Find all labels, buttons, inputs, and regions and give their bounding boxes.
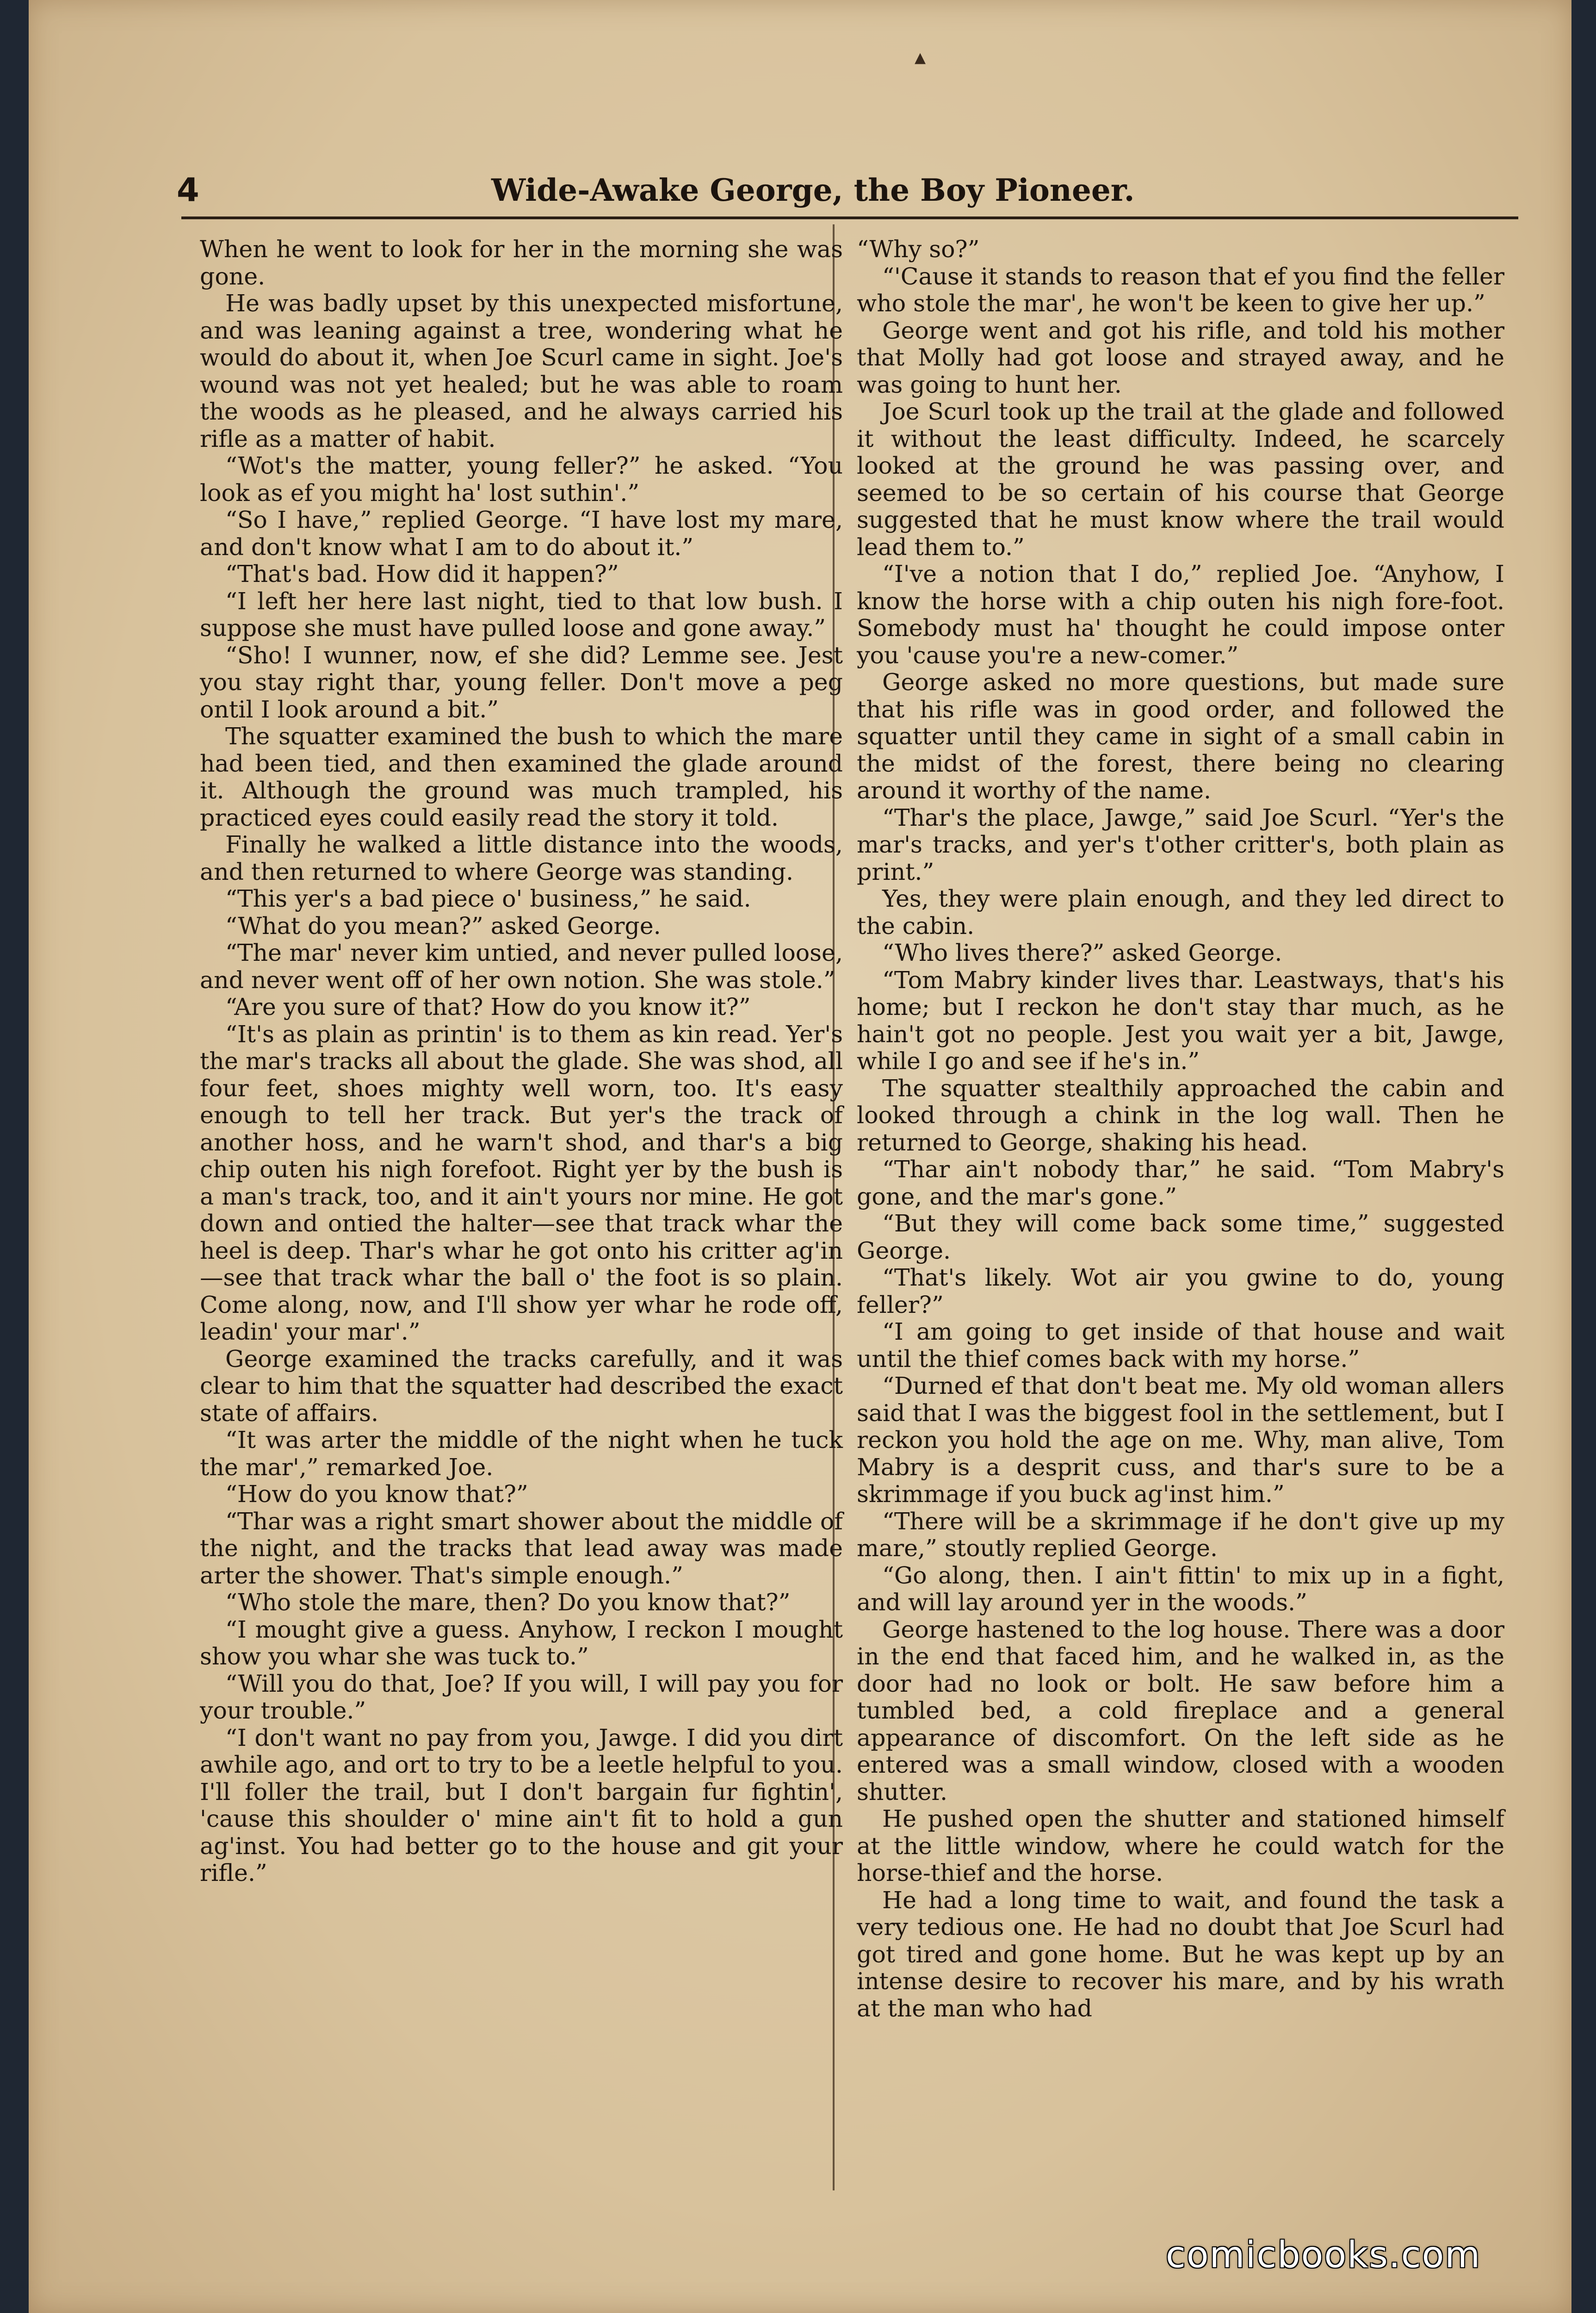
paragraph: “That's likely. Wot air you gwine to do, young feller?” [857, 1264, 1504, 1318]
paragraph: “Go along, then. I ain't fittin' to mix up in a fight, and will lay around yer in the woods.” [857, 1561, 1504, 1616]
paragraph: “I've a notion that I do,” replied Joe. “Anyhow, I know the horse with a chip outen his nigh fore-foot. Somebody must ha' thought he could impose onter you 'cause you're a new-comer.” [857, 560, 1504, 669]
paragraph: “'Cause it stands to reason that ef you find the feller who stole the mar', he won't be keen to give her up.” [857, 262, 1504, 317]
paragraph: “But they will come back some time,” suggested George. [857, 1210, 1504, 1264]
paragraph: George went and got his rifle, and told his mother that Molly had got loose and strayed away, and he was going to hunt her. [857, 316, 1504, 398]
paragraph: When he went to look for her in the morning she was gone. [200, 235, 843, 290]
paragraph: “Wot's the matter, young feller?” he asked. “You look as ef you might ha' lost suthin'.” [200, 452, 843, 507]
paragraph: “Sho! I wunner, now, ef she did? Lemme see. Jest you stay right thar, young feller. Don't move a peg ontil I look around a bit.” [200, 641, 843, 723]
paragraph: Finally he walked a little distance into the woods, and then returned to where George was standing. [200, 831, 843, 885]
paragraph: He had a long time to wait, and found the task a very tedious one. He had no doubt that Joe Scurl had got tired and gone home. But he was kept up by an intense desire to recover his mare, and by his wrath at the man who had [857, 1886, 1504, 2022]
paragraph: George hastened to the log house. There was a door in the end that faced him, and he walked in, as the door had no look or bolt. He saw before him a tumbled bed, a cold fireplace and a general appearance of discomfort. On the left side as he entered was a small window, closed with a wooden shutter. [857, 1615, 1504, 1806]
paragraph: “There will be a skrimmage if he don't give up my mare,” stoutly replied George. [857, 1507, 1504, 1562]
paragraph: “Durned ef that don't beat me. My old woman allers said that I was the biggest fool in the settlement, but I reckon you hold the age on me. Why, man alive, Tom Mabry is a desprit cuss, and thar's sure to be a skrimmage if you buck ag'inst him.” [857, 1372, 1504, 1508]
left-column [200, 236, 843, 1887]
paragraph: Joe Scurl took up the trail at the glade and followed it without the least difficulty. Indeed, he scarcely looked at the ground he was passing over, and seemed to be so certain of his course that George suggested that he must know where the trail would lead them to.” [857, 398, 1504, 561]
paragraph: “Thar ain't nobody thar,” he said. “Tom Mabry's gone, and the mar's gone.” [857, 1156, 1504, 1210]
paragraph: “I mought give a guess. Anyhow, I reckon I mought show you whar she was tuck to.” [200, 1615, 843, 1670]
paragraph: “Thar's the place, Jawge,” said Joe Scurl. “Yer's the mar's tracks, and yer's t'other critter's, both plain as print.” [857, 804, 1504, 885]
paragraph: “It's as plain as printin' is to them as kin read. Yer's the mar's tracks all about the glade. She was shod, all four feet, shoes mighty well worn, too. It's easy enough to tell her track. But yer's the track of another hoss, and he warn't shod, and thar's a big chip outen his nigh forefoot. Right yer by the bush is a man's track, too, and it ain't yours nor mine. He got down and ontied the halter—see that track whar the heel is deep. Thar's whar he got onto his critter ag'in—see that track whar the ball o' the foot is so plain. Come along, now, and I'll show yer whar he rode off, leadin' your mar'.” [200, 1020, 843, 1345]
paragraph: The squatter stealthily approached the cabin and looked through a chink in the log wall. Then he returned to George, shaking his head. [857, 1074, 1504, 1156]
paragraph: “Will you do that, Joe? If you will, I will pay you for your trouble.” [200, 1670, 843, 1724]
paragraph: The squatter examined the bush to which the mare had been tied, and then examined the glade around it. Although the ground was much trampled, his practiced eyes could easily read the story it told. [200, 723, 843, 831]
paragraph: “I left her here last night, tied to that low bush. I suppose she must have pulled loose and gone away.” [200, 587, 843, 642]
paragraph: “Thar was a right smart shower about the middle of the night, and the tracks that lead away was made arter the shower. That's simple enough.” [200, 1507, 843, 1589]
paragraph: George examined the tracks carefully, and it was clear to him that the squatter had described the exact state of affairs. [200, 1345, 843, 1427]
paragraph: “Who stole the mare, then? Do you know that?” [225, 1589, 791, 1616]
header-rule [181, 216, 1518, 219]
paragraph: “Why so?” [857, 235, 980, 263]
paragraph: Yes, they were plain enough, and they led direct to the cabin. [857, 885, 1504, 940]
paragraph: “That's bad. How did it happen?” [225, 560, 619, 588]
paragraph: “I don't want no pay from you, Jawge. I did you dirt awhile ago, and ort to try to be a leetle helpful to you. I'll foller the trail, but I don't bargain fur fightin', 'cause this shoulder o' mine ain't fit to hold a gun ag'inst. You had better go to the house and git your rifle.” [200, 1724, 843, 1886]
paragraph: George asked no more questions, but made sure that his rifle was in good order, and followed the squatter until they came in sight of a small cabin in the midst of the forest, there being no clearing around it worthy of the name. [857, 668, 1504, 804]
page-header [167, 167, 1518, 217]
paragraph: “Are you sure of that? How do you know it?” [225, 993, 751, 1020]
watermark: comicbooks.com [1166, 2234, 1481, 2276]
paragraph: “Who lives there?” asked George. [882, 939, 1282, 966]
page-number: 4 [177, 171, 199, 209]
paragraph: “How do you know that?” [225, 1480, 528, 1508]
paragraph: “The mar' never kim untied, and never pulled loose, and never went off of her own notion. She was stole.” [200, 939, 843, 994]
paragraph: “I am going to get inside of that house and wait until the thief comes back with my horse.” [857, 1318, 1504, 1373]
paragraph: He pushed open the shutter and stationed himself at the little window, where he could watch for the horse-thief and the horse. [857, 1805, 1504, 1886]
paragraph: “What do you mean?” asked George. [225, 912, 661, 940]
paragraph: “So I have,” replied George. “I have lost my mare, and don't know what I am to do about it.” [200, 506, 843, 561]
running-title: Wide-Awake George, the Boy Pioneer. [491, 172, 1135, 208]
paragraph: “Tom Mabry kinder lives thar. Leastways, that's his home; but I reckon he don't stay thar much, as he hain't got no people. Jest you wait yer a bit, Jawge, while I go and see if he's in.” [857, 966, 1504, 1075]
paragraph: “This yer's a bad piece o' business,” he said. [225, 885, 751, 912]
newspaper-page [29, 0, 1571, 2313]
paragraph: “It was arter the middle of the night when he tuck the mar',” remarked Joe. [200, 1426, 843, 1481]
right-column [857, 236, 1504, 2022]
page-tear-mark: ▴ [915, 44, 926, 70]
paragraph: He was badly upset by this unexpected misfortune, and was leaning against a tree, wondering what he would do about it, when Joe Scurl came in sight. Joe's wound was not yet healed; but he was able to roam the woods as he pleased, and he always carried his rifle as a matter of habit. [200, 290, 843, 452]
